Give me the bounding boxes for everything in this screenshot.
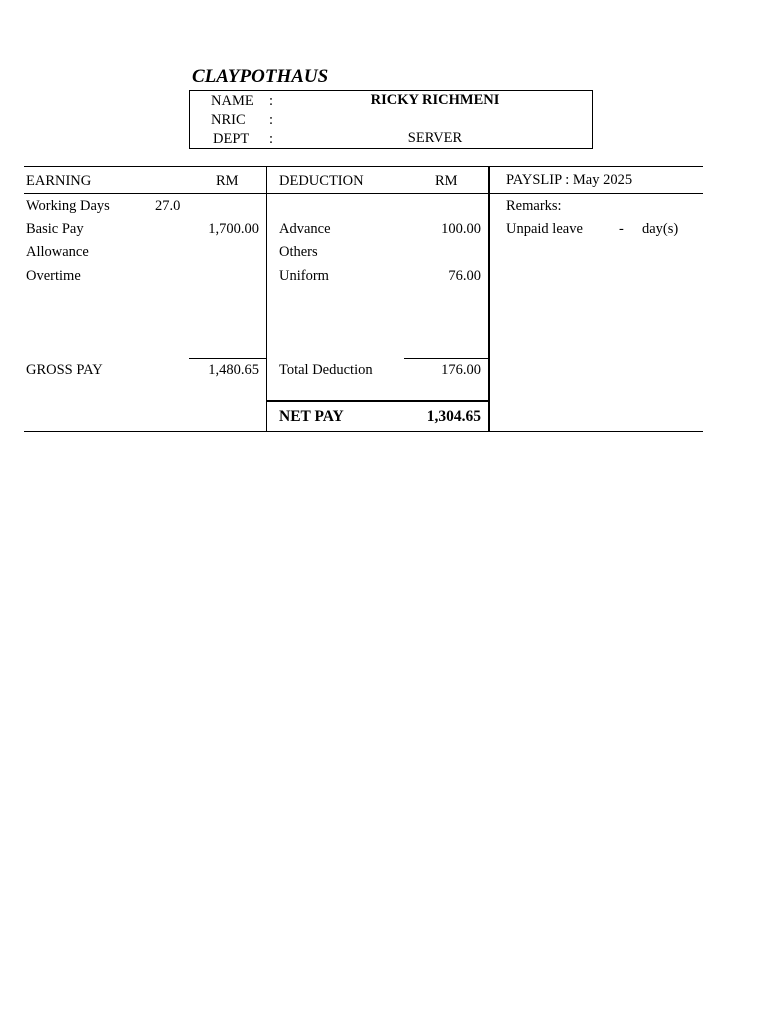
deduction-currency: RM [435, 173, 458, 189]
dept-value: SERVER [407, 130, 463, 146]
nric-label: NRIC [211, 112, 246, 128]
deduction-row-label: Others [279, 244, 318, 260]
table-top-border [24, 166, 703, 167]
name-colon: : [269, 93, 274, 109]
deduction-row-value: 100.00 [441, 221, 481, 237]
deduction-row-label: Uniform [279, 268, 329, 284]
total-deduction-value: 176.00 [441, 362, 481, 378]
name-label: NAME [211, 93, 254, 109]
earning-row-value: 1,700.00 [208, 221, 259, 237]
total-deduction-label: Total Deduction [279, 362, 373, 378]
net-pay-value: 1,304.65 [426, 408, 481, 425]
table-bottom-border [24, 431, 703, 432]
deduction-header: DEDUCTION [279, 173, 364, 189]
unpaid-leave-unit: day(s) [642, 221, 679, 237]
header-bottom-border [24, 193, 703, 194]
earning-row-label: Basic Pay [26, 221, 84, 237]
working-days-value: 27.0 [155, 198, 181, 214]
unpaid-leave-value: - [619, 221, 624, 237]
deduction-row-label: Advance [279, 221, 331, 237]
divider-deduction-payslip [488, 166, 490, 432]
gross-pay-label: GROSS PAY [26, 362, 103, 378]
unpaid-leave-label: Unpaid leave [506, 221, 583, 237]
dept-label: DEPT [213, 131, 250, 147]
earning-currency: RM [216, 173, 239, 189]
dept-colon: : [269, 131, 274, 147]
employee-name: RICKY RICHMENI [370, 92, 500, 108]
earning-row-label: Overtime [26, 268, 81, 284]
remarks-label: Remarks: [506, 198, 562, 214]
net-pay-label: NET PAY [279, 408, 344, 425]
net-pay-top-border [266, 400, 489, 402]
deduction-row-value: 76.00 [448, 268, 481, 284]
working-days-label: Working Days [26, 198, 110, 214]
divider-earning-deduction [266, 166, 267, 432]
earning-row-label: Allowance [26, 244, 89, 260]
company-title: CLAYPOTHAUS [192, 66, 329, 87]
deduction-sum-line [404, 358, 488, 359]
gross-sum-line [189, 358, 266, 359]
nric-colon: : [269, 112, 274, 128]
gross-pay-value: 1,480.65 [208, 362, 259, 378]
earning-header: EARNING [26, 173, 92, 189]
payslip-header: PAYSLIP : May 2025 [506, 172, 633, 188]
